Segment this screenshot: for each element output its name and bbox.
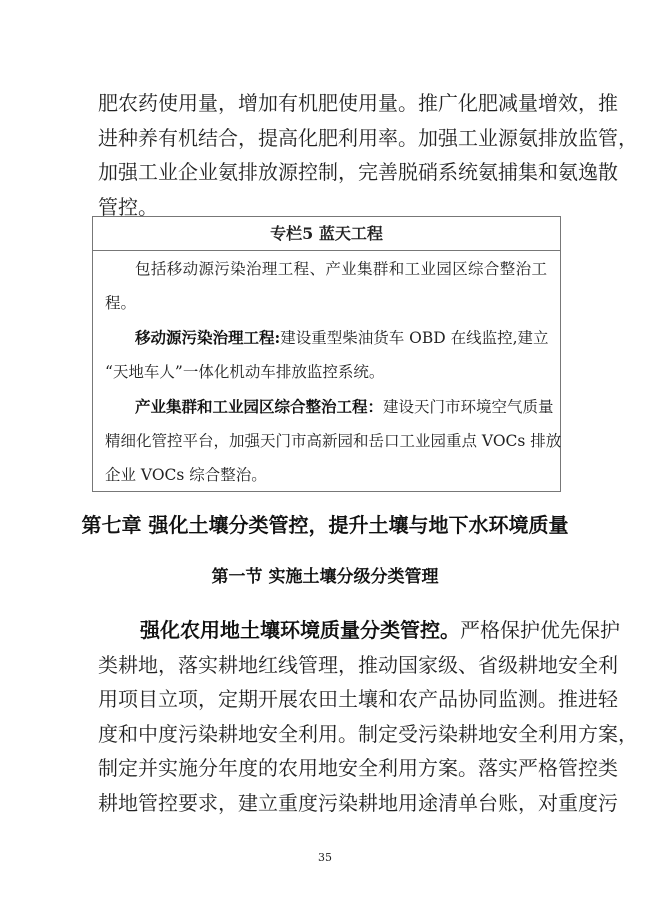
box-text-line: 企业 VOCs 综合整治。 [105, 466, 267, 484]
text-line: 强化农用地土壤环境质量分类管控。严格保护优先保护 [140, 618, 620, 642]
text-line: 制定并实施分年度的农用地安全利用方案。落实严格管控类 [98, 756, 618, 780]
box-text-line: “天地车人”一体化机动车排放监控系统。 [105, 363, 385, 381]
box-title: 专栏5 蓝天工程 [93, 217, 560, 251]
paragraph-lead: 强化农用地土壤环境质量分类管控。 [140, 618, 460, 642]
box-text-line: 包括移动源污染治理工程、产业集群和工业园区综合整治工 [135, 260, 547, 278]
text-line: 类耕地，落实耕地红线管理，推动国家级、省级耕地安全利 [98, 653, 618, 677]
box-text-line: 程。 [105, 294, 137, 312]
text-line: 度和中度污染耕地安全利用。制定受污染耕地安全利用方案， [98, 722, 638, 746]
box-subheading: 移动源污染治理工程: [135, 328, 281, 347]
box-subheading: 产业集群和工业园区综合整治工程： [135, 397, 384, 416]
text-line: 耕地管控要求，建立重度污染耕地用途清单台账，对重度污 [98, 791, 618, 815]
chapter-title: 第七章 强化土壤分类管控，提升土壤与地下水环境质量 [81, 513, 569, 537]
column-box-blue-sky-project [92, 216, 561, 492]
text-line: 进种养有机结合，提高化肥利用率。加强工业源氨排放监管， [98, 126, 638, 150]
text-line: 肥农药使用量，增加有机肥使用量。推广化肥减量增效，推 [98, 91, 618, 115]
box-text-line: 精细化管控平台，加强天门市高新园和岳口工业园重点 VOCs 排放 [105, 432, 562, 450]
text-line: 加强工业企业氨排放源控制，完善脱硝系统氨捕集和氨逸散 [98, 160, 618, 184]
text-line: 管控。 [98, 195, 158, 219]
text-line: 用项目立项，定期开展农田土壤和农产品协同监测。推进轻 [98, 687, 618, 711]
box-text-line: 移动源污染治理工程:建设重型柴油货车 OBD 在线监控,建立 [135, 328, 549, 347]
box-text-line: 产业集群和工业园区综合整治工程：建设天门市环境空气质量 [135, 397, 554, 416]
section-title: 第一节 实施土壤分级分类管理 [211, 567, 439, 587]
page-number: 35 [318, 851, 332, 864]
